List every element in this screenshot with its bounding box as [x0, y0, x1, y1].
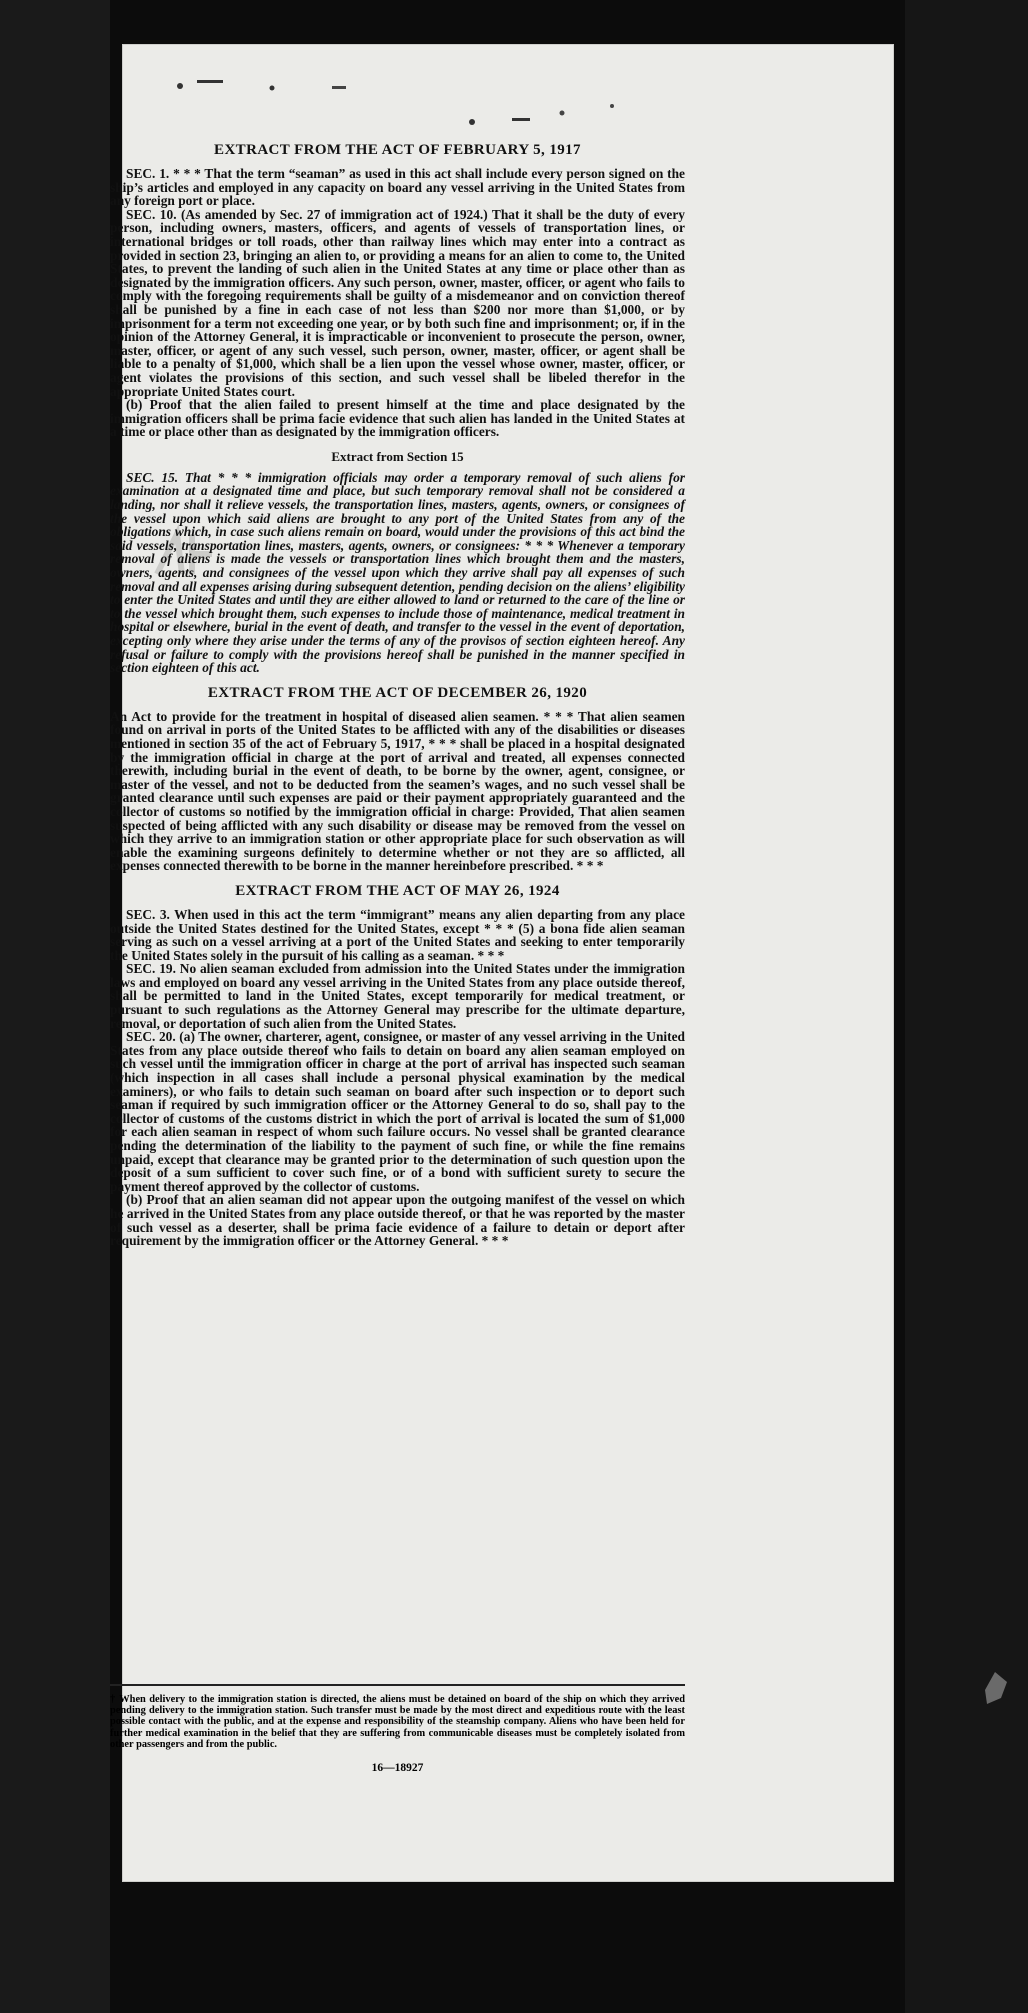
document-number: 16—18927	[371, 1762, 424, 1775]
paragraph-sec-1: SEC. 1. * * * That the term “seaman” as used in this act shall include every person signed on the ship’s articles and employed in any capacity on board any vessel arriving in the United States from any foreign port or place.	[110, 166, 685, 209]
section-title: EXTRACT FROM THE ACT OF MAY 26, 1924	[235, 882, 560, 899]
section-title: EXTRACT FROM THE ACT OF FEBRUARY 5, 1917	[214, 142, 581, 158]
section-subtitle: Extract from Section 15	[331, 448, 464, 464]
paragraph-sec-3: SEC. 3. When used in this act the term “immigrant” means any alien departing from any place outside the United States destined for the United States, except * * * (5) a bona fide alien seaman serving as such on a vessel arriving at a port of the United States and seeking to enter temporarily the United States solely in the pursuit of his calling as a seaman. * * *	[110, 906, 685, 963]
document-footer	[110, 1684, 685, 1774]
paragraph-sec-20-b: (b) Proof that an alien seaman did not appear upon the outgoing manifest of the vessel on which he arrived in the United States from any place outside thereof, or that he was reported by the master of such vessel as a deserter, shall be prima facie evidence of a failure to detain or deport after requirement by the immigration officer or the Attorney General. * * *	[110, 1192, 685, 1249]
section-act-feb-1917	[110, 142, 685, 439]
section-act-may-1924	[110, 883, 685, 1248]
paragraph-sec-10: SEC. 10. (As amended by Sec. 27 of immigration act of 1924.) That it shall be the duty of every person, including owners, masters, officers, and agents of vessels of transportation lines, or international bridges or toll roads, other than railway lines which may enter into a contract as provided in section 23, bringing an alien to, or providing a means for an alien to come to, the United States, to prevent the landing of such alien in the United States at any time or place other than as designated by the immigration officers. Any such person, owner, master, officer, or agent who fails to comply with the foregoing requirements shall be guilty of a misdemeanor and on conviction thereof shall be punished by a fine in each case of not less than $200 nor more than $1,000, or by imprisonment for a term not exceeding one year, or by both such fine and imprisonment; or, if in the opinion of the Attorney General, it is impracticable or inconvenient to prosecute the person, owner, master, officer, or agent of any such vessel, such person, owner, master, officer, or agent shall be liable to a penalty of $1,000, which shall be a lien upon the vessel whose owner, master, officer, or agent violates the provisions of this section, and such vessel shall be libeled therefor in the appropriate United States court.	[110, 206, 685, 399]
footnote-divider	[110, 1684, 685, 1686]
paragraph-sec-15: SEC. 15. That * * * immigration officials may order a temporary removal of such aliens for examination at a designated time and place, but such temporary removal shall not be considered a landing, nor shall it relieve vessels, the transportation lines, masters, agents, owners, or consignees of the vessel upon which said aliens are brought to any port of the United States from any of the obligations which, in case such aliens remain on board, would under the provisions of this act bind the said vessels, transportation lines, masters, agents, owners, or consignees: * * * Whenever a temporary removal of aliens is made the vessels or transportation lines which brought them and the masters, owners, agents, and consignees of the vessel upon which they arrive shall pay all expenses of such removal and all expenses arising during subsequent detention, pending decision on the aliens’ eligibility to enter the United States and until they are either allowed to land or returned to the care of the line or to the vessel which brought them, such expenses to include those of maintenance, medical treatment in hospital or elsewhere, burial in the event of death, and transfer to the vessel in the event of deportation, excepting only where they arise under the terms of any of the provisos of section eighteen hereof. Any refusal or failure to comply with the provisions hereof shall be punished in the manner specified in section eighteen of this act.	[110, 469, 685, 676]
paragraph-sec-10-b: (b) Proof that the alien failed to present himself at the time and place designated by the immigration officers shall be prima facie evidence that such alien has landed in the United States at a time or place other than as designated by the immigration officers.	[110, 397, 685, 440]
document-body	[110, 142, 685, 1258]
section-title: EXTRACT FROM THE ACT OF DECEMBER 26, 1920	[207, 684, 588, 701]
paragraph-act-1920: An Act to provide for the treatment in hospital of diseased alien seamen. * * * That alien seamen found on arrival in ports of the United States to be afflicted with any of the disabilities or diseases mentioned in section 35 of the act of February 5, 1917, * * * shall be placed in a hospital designated by the immigration official in charge at the port of arrival and treated, all expenses connected therewith, including burial in the event of death, to be borne by the owner, agent, consignee, or master of the vessel, and not to be deducted from the seamen’s wages, and no such vessel shall be granted clearance until such expenses are paid or their payment appropriately guaranteed and the collector of customs so notified by the immigration official in charge: Provided, That alien seamen suspected of being afflicted with any such disability or disease may be removed from the vessel on which they arrive to an immigration station or other appropriate place for such observation as will enable the examining surgeons definitely to determine whether or not they are so afflicted, all expenses connected therewith to be borne in the manner hereinbefore prescribed. * * *	[110, 708, 685, 874]
paragraph-sec-19: SEC. 19. No alien seaman excluded from admission into the United States under the immigration laws and employed on board any vessel arriving in the United States from any place outside thereof, shall be permitted to land in the United States, except temporarily for medical treatment, or pursuant to such regulations as the Attorney General may prescribe for the ultimate departure, removal, or deportation of such alien from the United States.	[110, 961, 685, 1031]
footnote: † When delivery to the immigration station is directed, the aliens must be detained on board of the ship on which they arrived pending delivery to the immigration station. Such transfer must be made by the most direct and expeditious route with the least possible contact with the public, and at the expense and responsibility of the steamship company. Aliens who have been held for further medical examination in the belief that they are suffering from communicable diseases must be completely isolated from other passengers and from the public.	[110, 1694, 685, 1750]
section-extract-sec-15	[110, 449, 685, 675]
paragraph-sec-20-a: SEC. 20. (a) The owner, charterer, agent, consignee, or master of any vessel arriving in the United States from any place outside thereof who fails to detain on board any alien seaman employed on such vessel until the immigration officer in charge at the port of arrival has inspected such seaman (which inspection in all cases shall include a personal physical examination by the medical examiners), or who fails to detain such seaman on board after such inspection or to deport such seaman if required by such immigration officer or the Attorney General to do so, shall pay to the collector of customs of the customs district in which the port of arrival is located the sum of $1,000 for each alien seaman in respect of whom such failure occurs. No vessel shall be granted clearance pending the determination of the liability to the payment of such fine, or while the fine remains unpaid, except that clearance may be granted prior to the determination of such question upon the deposit of a sum sufficient to cover such fine, or of a bond with sufficient surety to secure the payment thereof approved by the collector of customs.	[110, 1029, 685, 1194]
header-ink-smudges	[142, 58, 842, 138]
section-act-dec-1920	[110, 685, 685, 873]
